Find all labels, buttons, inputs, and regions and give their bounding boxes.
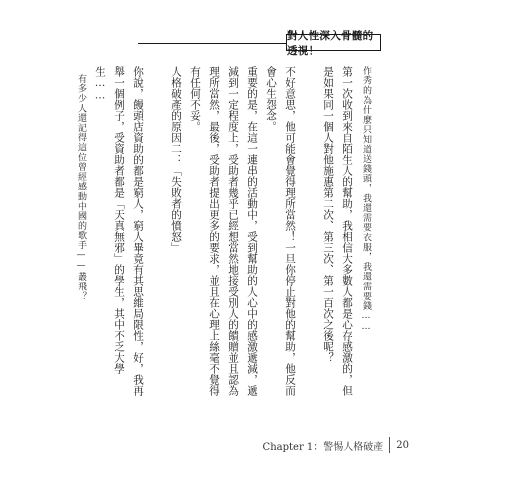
vertical-text-block — [52, 66, 375, 406]
section-title: 對人性深入骨髓的透視！ — [286, 34, 381, 51]
paragraph-1: 第一次收到來自陌生人的幫助，我相信大多數人都是心存感激的，但是如果同一個人對他施惠第二次、第三次、第一百次之後呢？ — [322, 66, 353, 396]
page-number: 20 — [396, 439, 409, 451]
opening-quote: 作秀的為什麼只知道送錢頭，我還需要衣服，我還需要錢…… — [361, 66, 371, 333]
chapter-label: Chapter 1：警惕人格破產 — [262, 441, 384, 453]
closing-quote: 有多少人還記得這位曾經感動中國的歌手——叢飛？ — [76, 74, 86, 302]
title-rule — [138, 43, 287, 44]
paragraph-4: 你說，饅頭店資助的都是窮人，窮人畢竟有其思維局限性，好，我再舉一個例子，受資助者都是「天真無邪」的學生，其中不乏大學生…… — [94, 66, 144, 396]
page-footer — [257, 437, 409, 453]
paragraph-3: 重要的是，在這一連串的活動中，受到幫助的人心中的感激遞減，遞減到一定程度上，受助者幾乎已經想當然地接受別人的饋贈並且認為理所當然，最後，受助者提出更多的要求，並且在心理上絲毫不覺得有任何不妥。 — [189, 66, 258, 396]
paragraph-2: 不好意思，他可能會覺得理所當然！一旦你停止對他的幫助，他反而會心生怨念。 — [265, 66, 296, 396]
section-heading: 人格破產的原因二：「失敗者的憤怒」 — [170, 66, 182, 253]
